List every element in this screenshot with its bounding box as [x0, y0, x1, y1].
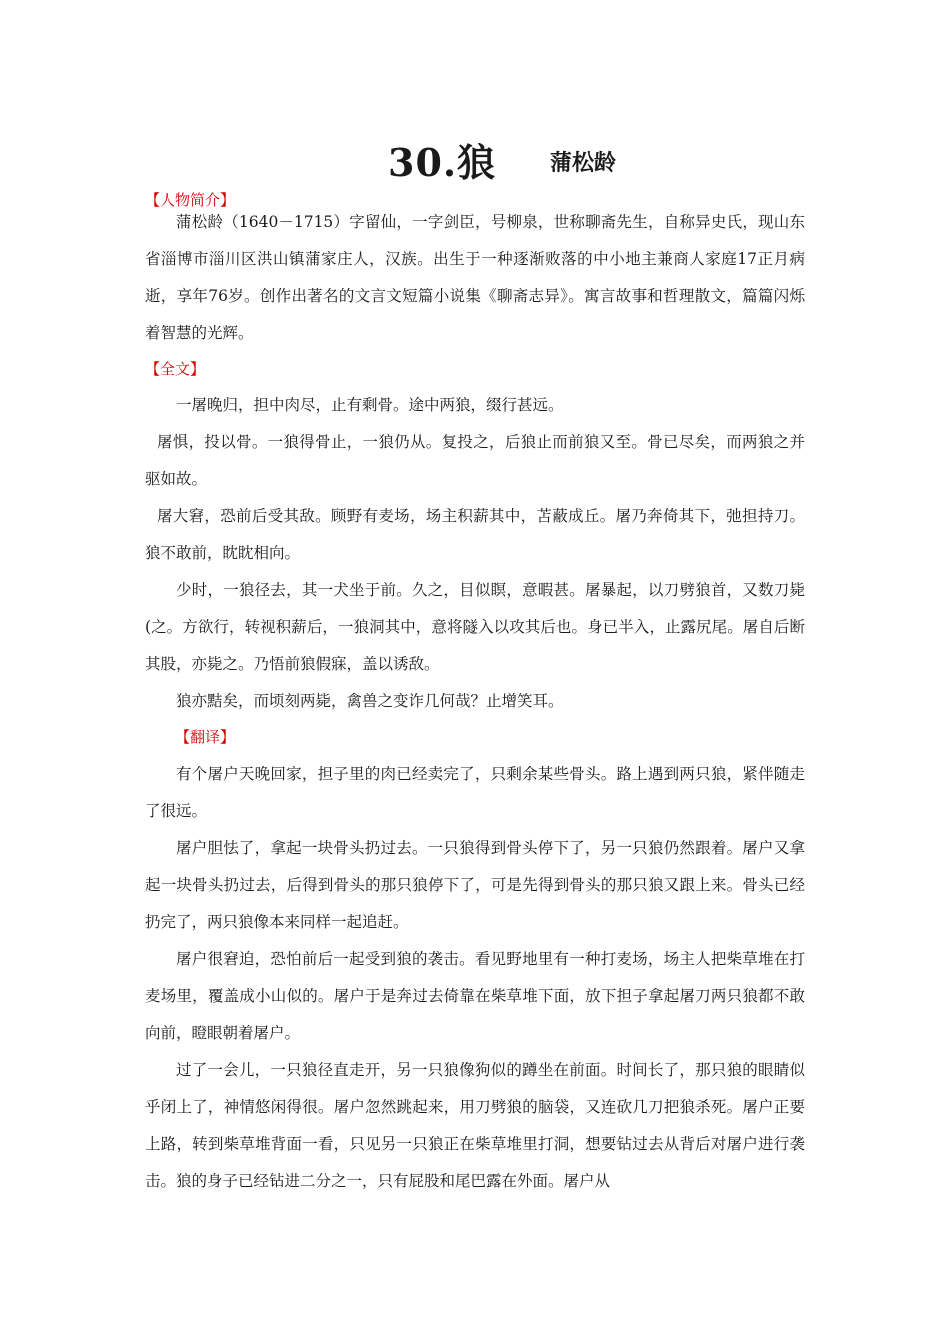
- title-row: [0, 132, 950, 185]
- fulltext-paragraph-3: 屠大窘，恐前后受其敌。顾野有麦场，场主积薪其中，苫蔽成丘。屠乃奔倚其下，弛担持刀。狼不敢前，眈眈相向。: [145, 507, 805, 562]
- fulltext-paragraph-4: 少时，一狼径去，其一犬坐于前。久之，目似瞑，意暇甚。屠暴起，以刀劈狼首，又数刀毙(之。方欲行，转视积薪后，一狼洞其中，意将隧入以攻其后也。身已半入，止露尻尾。屠自后断其股，亦毙之。乃悟前狼假寐，盖以诱敌。: [145, 581, 805, 673]
- section-label-fulltext: 【全文】: [145, 360, 206, 378]
- page-title: 30.狼: [388, 140, 497, 185]
- author-name: 蒲松龄: [550, 150, 617, 176]
- translation-paragraph-4: 过了一会儿，一只狼径直走开，另一只狼像狗似的蹲坐在前面。时间长了，那只狼的眼睛似乎闭上了，神情悠闲得很。屠户忽然跳起来，用刀劈狼的脑袋，又连砍几刀把狼杀死。屠户正要上路，转到柴草堆背面一看，只见另一只狼正在柴草堆里打洞，想要钻过去从背后对屠户进行袭击。狼的身子已经钻进二分之一，只有屁股和尾巴露在外面。屠户从: [145, 1061, 805, 1190]
- fulltext-paragraph-1: 一屠晚归，担中肉尽，止有剩骨。途中两狼，缀行甚远。: [176, 396, 564, 414]
- section-label-bio: 【人物简介】: [145, 191, 236, 209]
- bio-paragraph: 蒲松龄（1640－1715）字留仙，一字剑臣，号柳泉，世称聊斋先生，自称异史氏，现山东省淄博市淄川区洪山镇蒲家庄人，汉族。出生于一种逐渐败落的中小地主兼商人家庭17正月病逝，享年76岁。创作出著名的文言文短篇小说集《聊斋志异》。寓言故事和哲理散文，篇篇闪烁着智慧的光辉。: [145, 213, 805, 342]
- fulltext-paragraph-2: 屠惧，投以骨。一狼得骨止，一狼仍从。复投之，后狼止而前狼又至。骨已尽矣，而两狼之并驱如故。: [145, 433, 805, 488]
- section-label-translation: 【翻译】: [175, 728, 236, 746]
- translation-paragraph-3: 屠户很窘迫，恐怕前后一起受到狼的袭击。看见野地里有一种打麦场，场主人把柴草堆在打麦场里，覆盖成小山似的。屠户于是奔过去倚靠在柴草堆下面，放下担子拿起屠刀两只狼都不敢向前，瞪眼朝着屠户。: [145, 950, 805, 1042]
- translation-paragraph-1: 有个屠户天晚回家，担子里的肉已经卖完了，只剩余某些骨头。路上遇到两只狼，紧伴随走了很远。: [145, 765, 805, 820]
- fulltext-paragraph-5: 狼亦黠矣，而顷刻两毙，禽兽之变诈几何哉？止增笑耳。: [176, 692, 564, 710]
- translation-paragraph-2: 屠户胆怯了，拿起一块骨头扔过去。一只狼得到骨头停下了，另一只狼仍然跟着。屠户又拿起一块骨头扔过去，后得到骨头的那只狼停下了，可是先得到骨头的那只狼又跟上来。骨头已经扔完了，两只狼像本来同样一起追赶。: [145, 839, 805, 931]
